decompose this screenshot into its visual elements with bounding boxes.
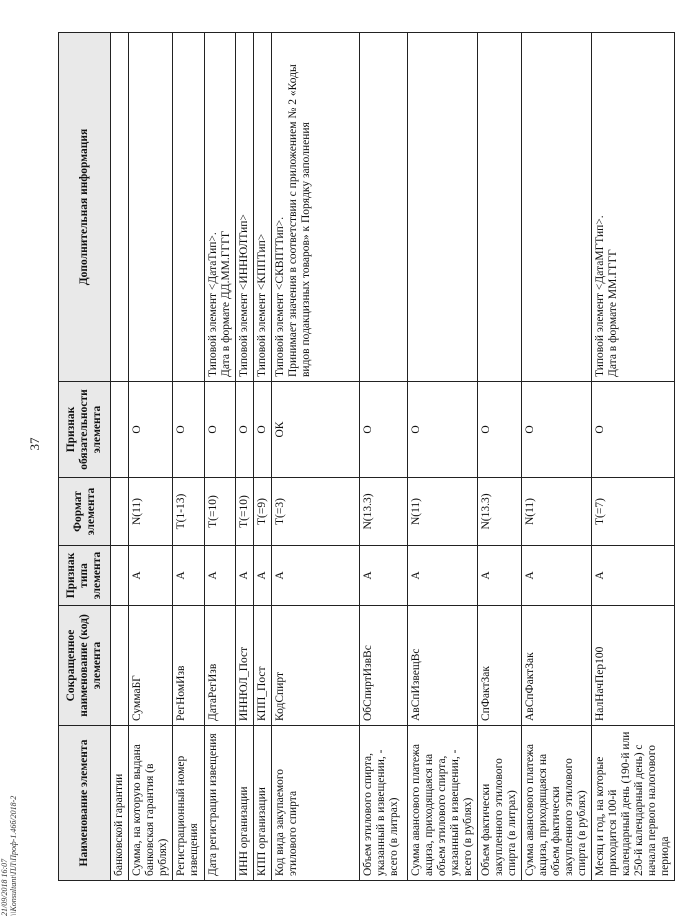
cell-type: А xyxy=(592,546,675,606)
footer-note-text: 21/09/2018 16:07 \\Konsultant\ПЛ\Проф-1.46б/2018-2 xyxy=(0,795,18,916)
cell-info xyxy=(129,33,173,382)
cell-info xyxy=(522,33,592,382)
cell-format: Т(=3) xyxy=(272,478,360,546)
table-row xyxy=(272,33,360,881)
cell-required xyxy=(111,382,129,478)
table-row xyxy=(592,33,675,881)
cell-name: Код вида закупаемого этилового спирта xyxy=(272,726,360,881)
cell-required: О xyxy=(522,382,592,478)
footer-note xyxy=(0,736,28,916)
table-row xyxy=(254,33,272,881)
cell-name: Дата регистрации извещения xyxy=(205,726,236,881)
cell-type: А xyxy=(408,546,478,606)
cell-format: N(11) xyxy=(408,478,478,546)
cell-code: КПП_Пост xyxy=(254,606,272,726)
cell-name: Сумма, на которую выдана банковская гарантия (в рублях) xyxy=(129,726,173,881)
cell-info: Типовой элемент <КППТип> xyxy=(254,33,272,382)
elements-table xyxy=(58,32,675,881)
cell-type: А xyxy=(272,546,360,606)
cell-format: Т(1-13) xyxy=(173,478,205,546)
cell-name: ИНН организации xyxy=(236,726,254,881)
table-row xyxy=(205,33,236,881)
cell-required: О xyxy=(236,382,254,478)
cell-info xyxy=(111,33,129,382)
cell-format: N(13.3) xyxy=(478,478,522,546)
cell-type: А xyxy=(522,546,592,606)
cell-name: Регистрационный номер извещения xyxy=(173,726,205,881)
cell-code: НалНачПер100 xyxy=(592,606,675,726)
table-row xyxy=(129,33,173,881)
table-row xyxy=(478,33,522,881)
cell-format: Т(=10) xyxy=(205,478,236,546)
table-row xyxy=(408,33,478,881)
cell-required: ОК xyxy=(272,382,360,478)
cell-format xyxy=(111,478,129,546)
header-format: Формат элемента xyxy=(59,478,111,546)
cell-type: А xyxy=(173,546,205,606)
cell-format: N(11) xyxy=(522,478,592,546)
cell-name: Сумма авансового платежа акциза, приходящаяся на объем этилового спирта, указанный в извещении, - всего (в рублях) xyxy=(408,726,478,881)
header-info: Дополнительная информация xyxy=(59,33,111,382)
table-row xyxy=(111,33,129,881)
rotated-table-container xyxy=(58,33,671,881)
cell-type: А xyxy=(478,546,522,606)
cell-required: О xyxy=(478,382,522,478)
cell-info: Типовой элемент <ДатаМГТип>. Дата в формате ММ.ГГГГ xyxy=(592,33,675,382)
cell-code: РегНомИзв xyxy=(173,606,205,726)
cell-name: Объем фактически закупленного этилового спирта (в литрах) xyxy=(478,726,522,881)
cell-required: О xyxy=(129,382,173,478)
cell-info xyxy=(408,33,478,382)
table-row xyxy=(360,33,408,881)
cell-info: Типовой элемент <ДатаТип>. Дата в формате ДД.ММ.ГГГГ xyxy=(205,33,236,382)
header-type: Признак типа элемента xyxy=(59,546,111,606)
cell-code: КодСпирт xyxy=(272,606,360,726)
cell-format: N(11) xyxy=(129,478,173,546)
cell-code: СпФактЗак xyxy=(478,606,522,726)
header-name: Наименование элемента xyxy=(59,726,111,881)
cell-required: О xyxy=(205,382,236,478)
cell-format: Т(=9) xyxy=(254,478,272,546)
table-row xyxy=(173,33,205,881)
table-row xyxy=(236,33,254,881)
cell-code xyxy=(111,606,129,726)
cell-type: А xyxy=(254,546,272,606)
cell-type: А xyxy=(129,546,173,606)
cell-type: А xyxy=(205,546,236,606)
cell-type: А xyxy=(360,546,408,606)
cell-code: ОбСпиртИзвВс xyxy=(360,606,408,726)
cell-format: N(13.3) xyxy=(360,478,408,546)
header-required: Признак обязательности элемента xyxy=(59,382,111,478)
cell-code: ДатаРегИзв xyxy=(205,606,236,726)
cell-code: ИННЮЛ_Пост xyxy=(236,606,254,726)
cell-code: АвСпФактЗак xyxy=(522,606,592,726)
cell-name: КПП организации xyxy=(254,726,272,881)
cell-name: Месяц и год, на которые приходится 100-й календарный день (190-й или 250-й календарный день) с начала первого налогового периода xyxy=(592,726,675,881)
cell-format: Т(=10) xyxy=(236,478,254,546)
cell-required: О xyxy=(592,382,675,478)
cell-code: АвСпИзвещВс xyxy=(408,606,478,726)
cell-required: О xyxy=(173,382,205,478)
cell-info: Типовой элемент <ИННЮЛТип> xyxy=(236,33,254,382)
cell-info xyxy=(360,33,408,382)
cell-type xyxy=(111,546,129,606)
cell-required: О xyxy=(408,382,478,478)
table-header-row xyxy=(59,33,111,881)
cell-required: О xyxy=(360,382,408,478)
page-number: 37 xyxy=(27,437,42,451)
cell-name: Сумма авансового платежа акциза, приходящаяся на объем фактически закупленного этилового спирта (в рублях) xyxy=(522,726,592,881)
table-row xyxy=(522,33,592,881)
cell-name: банковской гарантии xyxy=(111,726,129,881)
cell-code: СуммаБГ xyxy=(129,606,173,726)
cell-info xyxy=(478,33,522,382)
cell-info: Типовой элемент <СКВПТТип>. Принимает значения в соответствии с приложением № 2 «Коды видов подакцизных товаров» к Порядку заполнения xyxy=(272,33,360,382)
cell-required: О xyxy=(254,382,272,478)
cell-format: Т(=7) xyxy=(592,478,675,546)
cell-type: А xyxy=(236,546,254,606)
cell-info xyxy=(173,33,205,382)
header-code: Сокращенное наименование (код) элемента xyxy=(59,606,111,726)
cell-name: Объем этилового спирта, указанный в извещении, - всего (в литрах) xyxy=(360,726,408,881)
